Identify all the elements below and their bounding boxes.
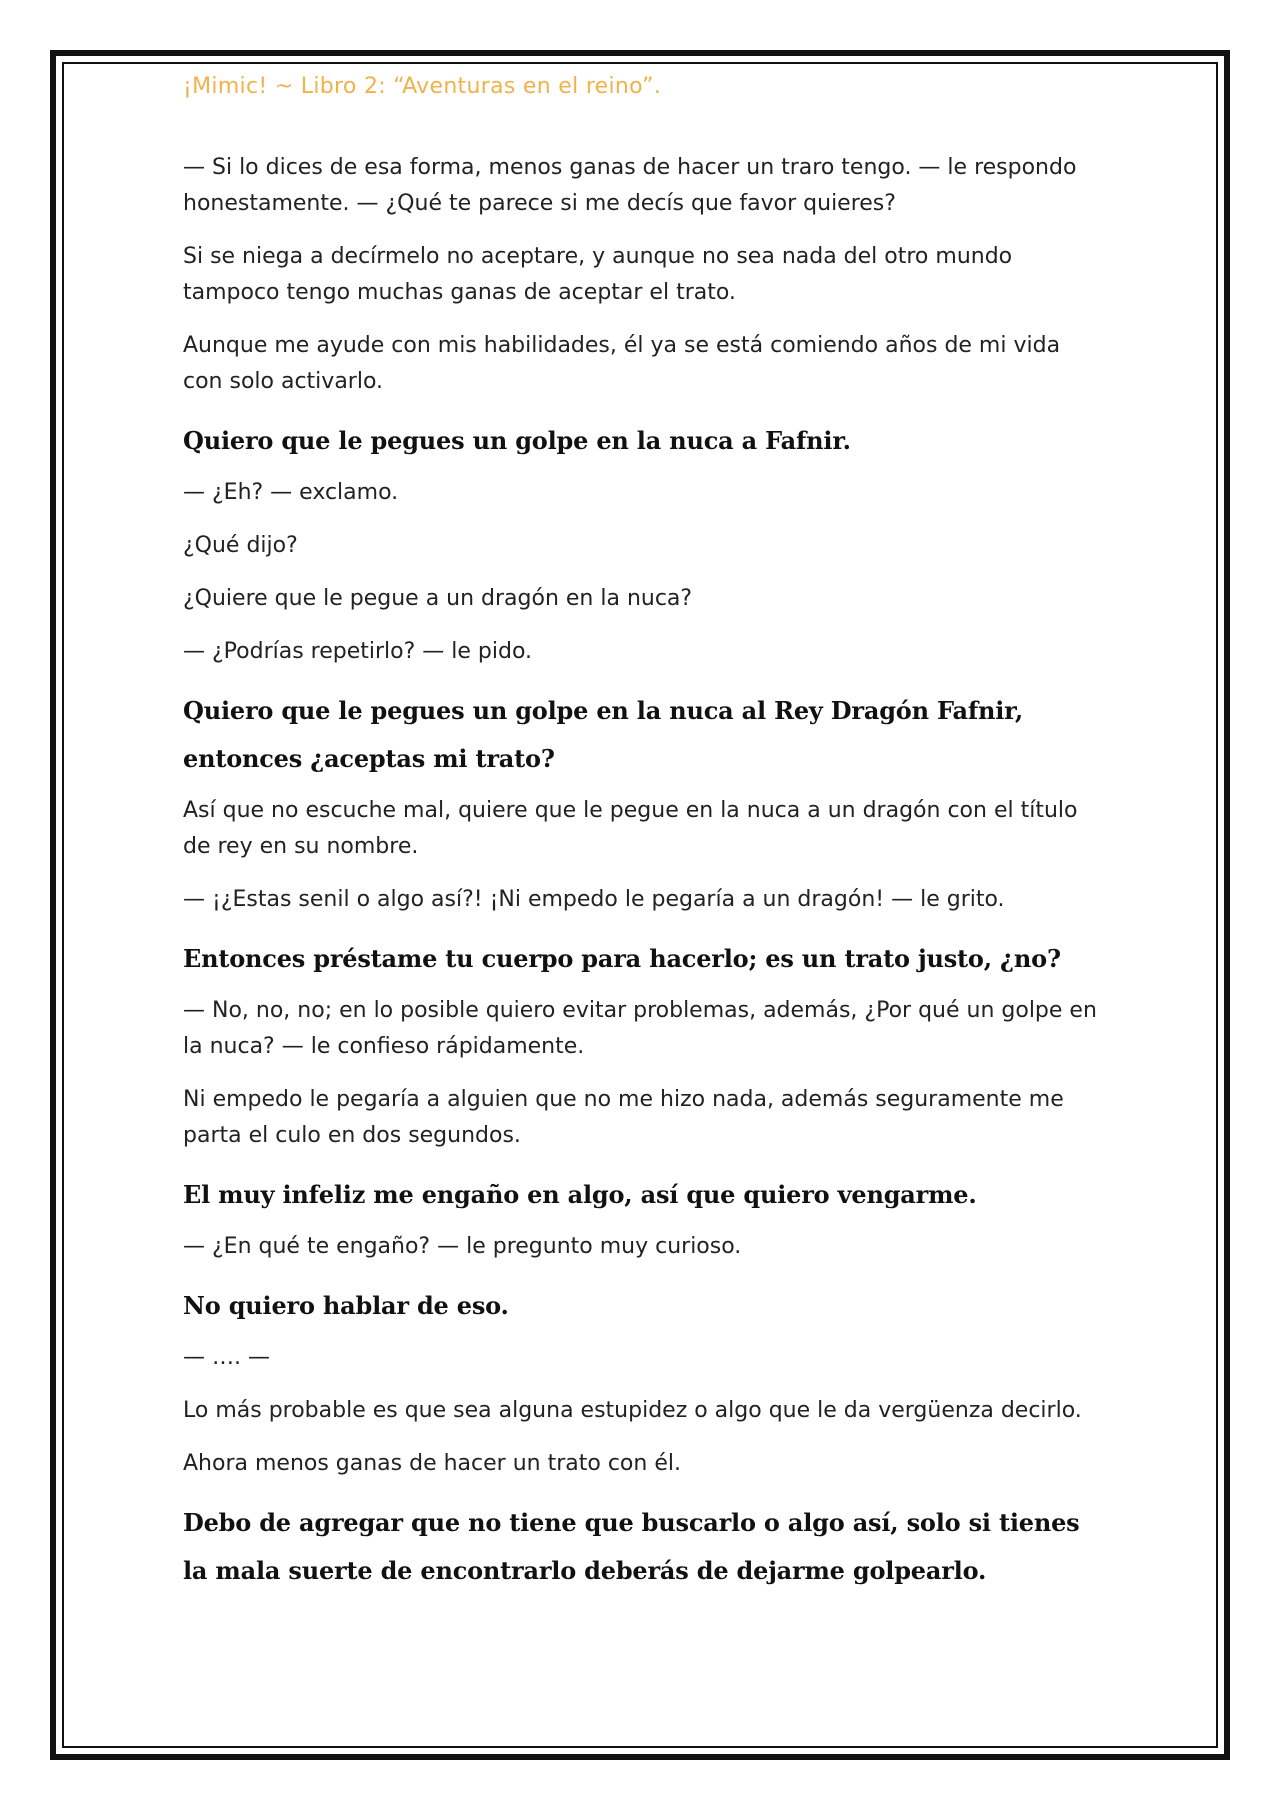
running-header: ¡Mimic! ~ Libro 2: “Aventuras en el reino”. xyxy=(183,74,662,99)
voice-paragraph: No quiero hablar de eso. xyxy=(183,1291,509,1320)
paragraph: — ¿En qué te engaño? — le pregunto muy curioso. xyxy=(183,1234,742,1259)
voice-paragraph: Quiero que le pegues un golpe en la nuca a Fafnir. xyxy=(183,426,851,455)
paragraph: — ¿Podrías repetirlo? — le pido. xyxy=(183,639,533,664)
paragraph: Ahora menos ganas de hacer un trato con él. xyxy=(183,1451,681,1476)
voice-paragraph: Quiero que le pegues un golpe en la nuca al Rey Dragón Fafnir, entonces ¿aceptas mi trato? xyxy=(183,696,1024,773)
paragraph: ¿Quiere que le pegue a un dragón en la nuca? xyxy=(183,586,693,611)
paragraph: — ¡¿Estas senil o algo así?! ¡Ni empedo le pegaría a un dragón! — le grito. xyxy=(183,887,1005,912)
page-body xyxy=(183,150,1098,1605)
paragraph: Si se niega a decírmelo no aceptare, y aunque no sea nada del otro mundo tampoco tengo muchas ganas de aceptar el trato. xyxy=(183,244,1013,305)
paragraph: ¿Qué dijo? xyxy=(183,533,298,558)
voice-paragraph: Entonces préstame tu cuerpo para hacerlo; es un trato justo, ¿no? xyxy=(183,944,1061,973)
paragraph: Así que no escuche mal, quiere que le pegue en la nuca a un dragón con el título de rey en su nombre. xyxy=(183,798,1078,859)
paragraph: — Si lo dices de esa forma, menos ganas de hacer un traro tengo. — le respondo honestamente. — ¿Qué te parece si me decís que favor quieres? xyxy=(183,155,1077,216)
paragraph: Aunque me ayude con mis habilidades, él ya se está comiendo años de mi vida con solo activarlo. xyxy=(183,333,1061,394)
paragraph: Ni empedo le pegaría a alguien que no me hizo nada, además seguramente me parta el culo en dos segundos. xyxy=(183,1087,1064,1148)
paragraph: — …. — xyxy=(183,1345,270,1370)
paragraph: — No, no, no; en lo posible quiero evitar problemas, además, ¿Por qué un golpe en la nuca? — le confieso rápidamente. xyxy=(183,998,1097,1059)
voice-paragraph: El muy infeliz me engaño en algo, así que quiero vengarme. xyxy=(183,1180,977,1209)
paragraph: — ¿Eh? — exclamo. xyxy=(183,480,399,505)
paragraph: Lo más probable es que sea alguna estupidez o algo que le da vergüenza decirlo. xyxy=(183,1398,1082,1423)
voice-paragraph: Debo de agregar que no tiene que buscarlo o algo así, solo si tienes la mala suerte de encontrarlo deberás de dejarme golpearlo. xyxy=(183,1508,1080,1585)
